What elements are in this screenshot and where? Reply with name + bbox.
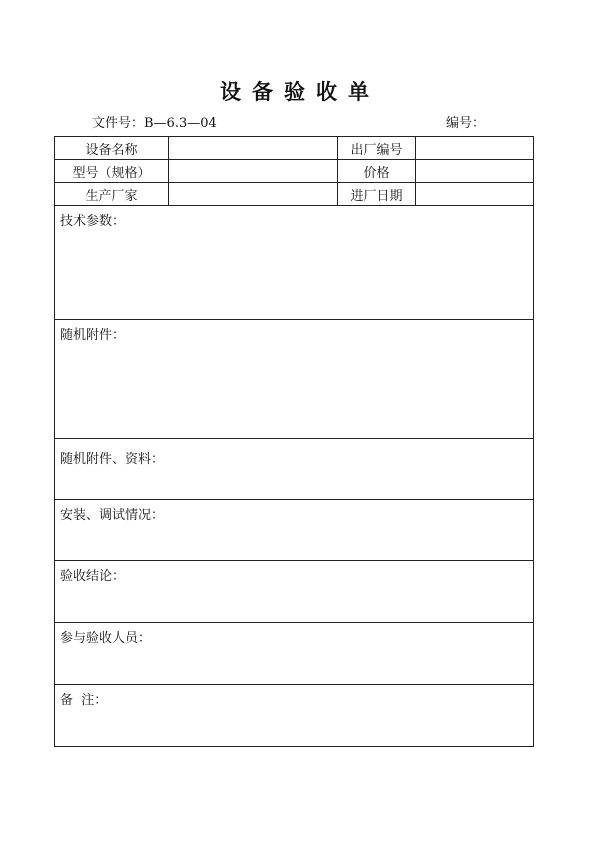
section-installation-debugging[interactable] xyxy=(55,500,533,561)
section-accessories[interactable] xyxy=(55,320,533,439)
form-title: 设备验收单 xyxy=(220,80,380,104)
document-number: 文件号：B—6.3—04 xyxy=(92,116,217,131)
label-entry-date: 进厂日期 xyxy=(350,188,403,204)
section-label: 随机附件： xyxy=(60,328,126,343)
info-row xyxy=(55,137,533,160)
factory-number-field[interactable] xyxy=(416,137,533,159)
label-equipment-name: 设备名称 xyxy=(85,142,138,158)
info-row xyxy=(55,160,533,183)
info-row xyxy=(55,183,533,206)
section-label: 安装、调试情况： xyxy=(60,508,165,523)
acceptance-form-table xyxy=(54,136,534,747)
label-model-spec: 型号（规格） xyxy=(72,165,151,181)
label-manufacturer: 生产厂家 xyxy=(85,188,138,204)
label-factory-number: 出厂编号 xyxy=(350,142,403,158)
entry-date-field[interactable] xyxy=(416,183,533,205)
equipment-name-field[interactable] xyxy=(169,137,337,159)
section-label: 备 注： xyxy=(60,693,108,708)
section-label: 随机附件、资料： xyxy=(60,452,165,467)
section-label: 参与验收人员： xyxy=(60,631,152,646)
section-acceptance-conclusion[interactable] xyxy=(55,561,533,623)
section-accessories-documents[interactable] xyxy=(55,439,533,500)
section-acceptance-personnel[interactable] xyxy=(55,623,533,685)
section-label: 技术参数： xyxy=(60,214,126,229)
model-spec-field[interactable] xyxy=(169,160,337,182)
serial-number-label: 编号： xyxy=(446,116,486,131)
price-field[interactable] xyxy=(416,160,533,182)
section-remarks[interactable] xyxy=(55,685,533,746)
section-technical-parameters[interactable] xyxy=(55,206,533,320)
manufacturer-field[interactable] xyxy=(169,183,337,205)
label-price: 价格 xyxy=(363,165,390,181)
section-label: 验收结论： xyxy=(60,569,126,584)
